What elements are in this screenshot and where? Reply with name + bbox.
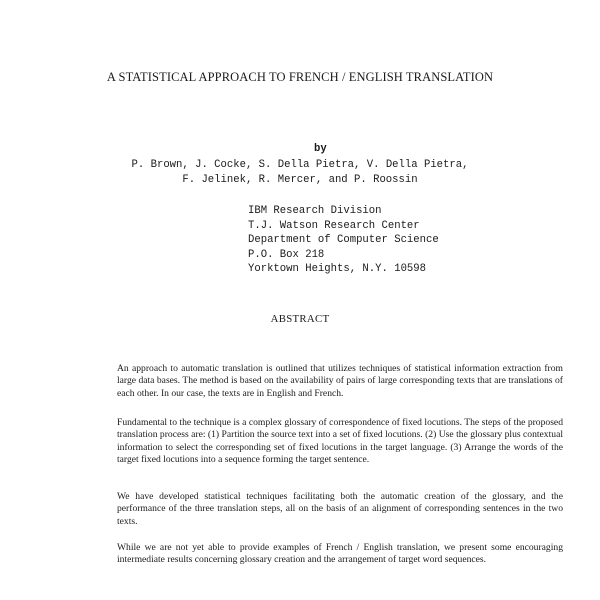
affiliation-line: IBM Research Division (248, 205, 382, 217)
affiliation-line: Yorktown Heights, N.Y. 10598 (248, 263, 427, 275)
abstract-paragraph-3: We have developed statistical techniques facilitating both the automatic creation of the glossary, and the performance of the three translation steps, all on the basis of an alignment of corresponding sentences in the two texts. (117, 491, 563, 527)
paper-title: A STATISTICAL APPROACH TO FRENCH / ENGLISH TRANSLATION (106, 70, 494, 84)
abstract-paragraph-2: Fundamental to the technique is a complex glossary of correspondence of fixed locutions. The steps of the proposed translation process are: (1) Partition the source text into a set of fixed locutions. (2) Use the glossary plus contextual information to select the corresponding set of fixed locutions in the target language. (3) Arrange the words of the target fixed locutions into a sequence forming the target sentence. (117, 417, 563, 466)
abstract-heading: ABSTRACT (270, 313, 330, 325)
abstract-paragraph-4: While we are not yet able to provide examples of French / English translation, we present some encouraging intermediate results concerning glossary creation and the arrangement of target word sequences. (117, 542, 563, 566)
author-line: P. Brown, J. Cocke, S. Della Pietra, V. Della Pietra, (131, 159, 469, 171)
author-line: F. Jelinek, R. Mercer, and P. Roossin (182, 174, 418, 186)
affiliation-line: T.J. Watson Research Center (248, 219, 420, 232)
byline-by: by (314, 143, 327, 155)
affiliation-line: Department of Computer Science (248, 234, 439, 246)
abstract-paragraph-1: An approach to automatic translation is outlined that utilizes techniques of statistical information extraction from large data bases. The method is based on the availability of pairs of large corresponding texts that are translations of each other. In our case, the texts are in English and French. (117, 363, 563, 399)
affiliation-block (248, 204, 439, 277)
affiliation-line: P.O. Box 218 (248, 248, 325, 261)
author-list (0, 158, 600, 188)
